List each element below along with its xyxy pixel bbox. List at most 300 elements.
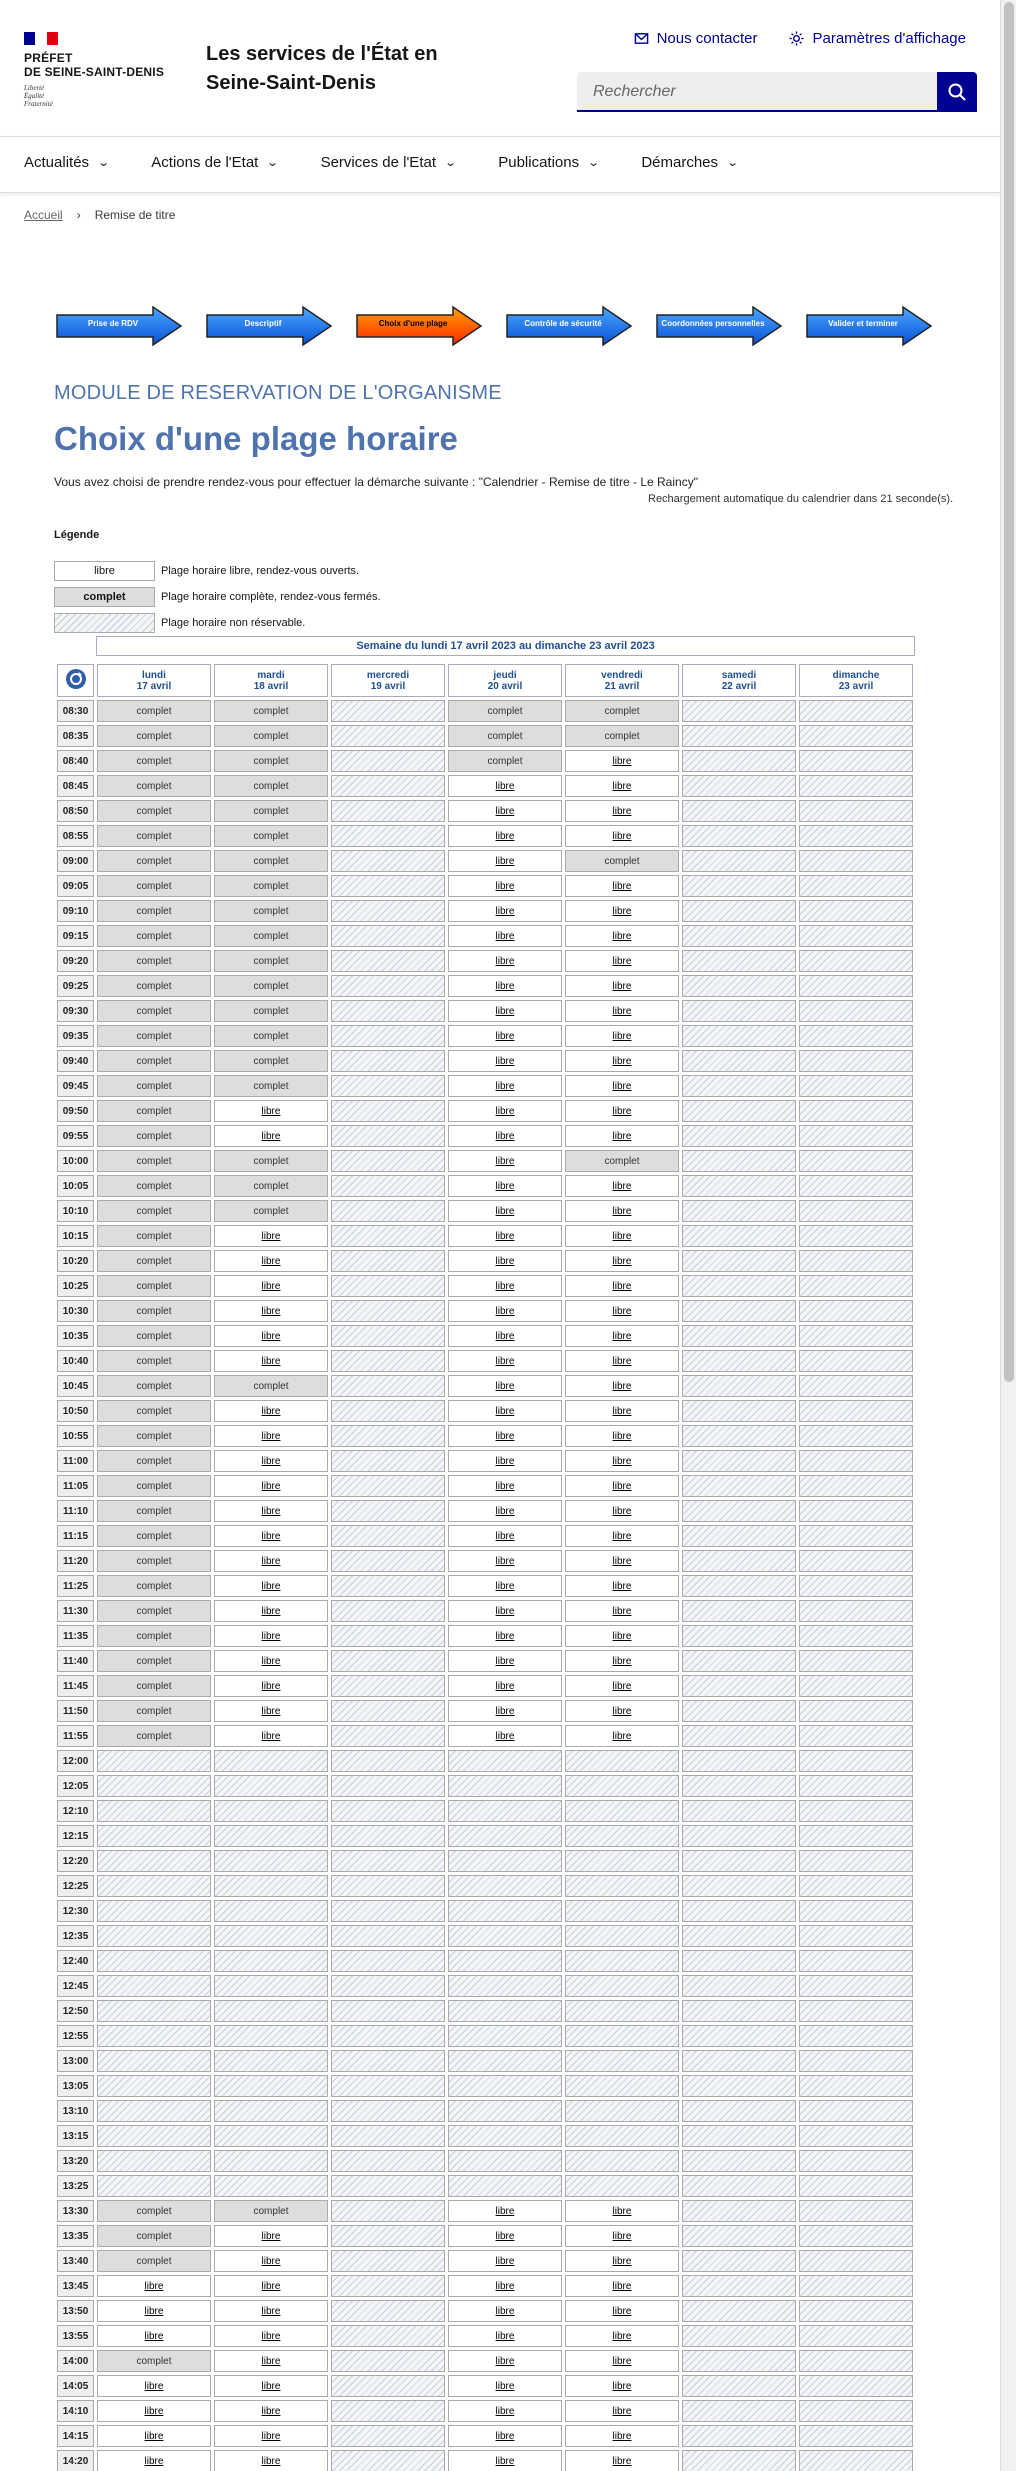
slot-libre-link[interactable]: libre xyxy=(565,1325,679,1347)
legend-swatch xyxy=(54,613,155,633)
slot-non-reservable xyxy=(682,1575,796,1597)
slot-non-reservable xyxy=(331,2425,445,2447)
slot-libre-link[interactable]: libre xyxy=(448,825,562,847)
slot-libre-link[interactable]: libre xyxy=(565,1175,679,1197)
refresh-button[interactable] xyxy=(57,664,94,697)
slot-libre-link[interactable]: libre xyxy=(448,1650,562,1672)
slot-libre-link[interactable]: libre xyxy=(448,1150,562,1172)
slot-libre-link[interactable]: libre xyxy=(448,1725,562,1747)
time-label: 11:10 xyxy=(57,1500,94,1522)
slot-libre-link[interactable]: libre xyxy=(448,1525,562,1547)
slot-non-reservable xyxy=(448,2150,562,2172)
chevron-down-icon: ⌄ xyxy=(97,157,111,169)
slot-libre-link[interactable]: libre xyxy=(448,1550,562,1572)
slot-non-reservable xyxy=(682,825,796,847)
slot-libre-link[interactable]: libre xyxy=(448,925,562,947)
slot-complet: complet xyxy=(97,800,211,822)
slot-libre-link[interactable]: libre xyxy=(97,2425,211,2447)
slot-non-reservable xyxy=(331,725,445,747)
slot-non-reservable xyxy=(682,1650,796,1672)
slot-non-reservable xyxy=(799,1325,913,1347)
slot-libre-link[interactable]: libre xyxy=(565,1700,679,1722)
intro-text: Vous avez choisi de prendre rendez-vous pour effectuer la démarche suivante : "Calendrier - Remise de titre - Le Raincy" xyxy=(54,475,698,489)
time-row xyxy=(57,1500,913,1522)
slot-libre-link[interactable]: libre xyxy=(214,1325,328,1347)
reload-notice: Rechargement automatique du calendrier dans 21 seconde(s). xyxy=(648,493,954,505)
slot-libre-link[interactable]: libre xyxy=(448,2425,562,2447)
slot-non-reservable xyxy=(799,1575,913,1597)
nav-item-demarches[interactable]: Démarches ⌄ xyxy=(641,154,740,171)
slot-libre-link[interactable]: libre xyxy=(565,1075,679,1097)
slot-non-reservable xyxy=(331,1550,445,1572)
slot-libre-link[interactable]: libre xyxy=(214,1550,328,1572)
slot-libre-link[interactable]: libre xyxy=(448,1600,562,1622)
slot-libre-link[interactable]: libre xyxy=(565,750,679,772)
slot-non-reservable xyxy=(97,1850,211,1872)
slot-libre-link[interactable]: libre xyxy=(565,2200,679,2222)
slot-libre-link[interactable]: libre xyxy=(448,2300,562,2322)
slot-libre-link[interactable]: libre xyxy=(448,775,562,797)
slot-non-reservable xyxy=(97,2175,211,2197)
search-button[interactable] xyxy=(937,72,977,112)
slot-non-reservable xyxy=(331,2375,445,2397)
slot-libre-link[interactable]: libre xyxy=(565,1200,679,1222)
slot-complet: complet xyxy=(97,1050,211,1072)
slot-non-reservable xyxy=(682,775,796,797)
slot-libre-link[interactable]: libre xyxy=(565,1400,679,1422)
slot-libre-link[interactable]: libre xyxy=(565,2375,679,2397)
time-row xyxy=(57,900,913,922)
slot-complet: complet xyxy=(97,1350,211,1372)
chevron-right-icon: › xyxy=(76,208,81,222)
slot-libre-link[interactable]: libre xyxy=(214,1225,328,1247)
nav-item-actions[interactable]: Actions de l'Etat ⌄ xyxy=(151,154,280,171)
slot-non-reservable xyxy=(799,775,913,797)
slot-non-reservable xyxy=(682,1750,796,1772)
slot-libre-link[interactable]: libre xyxy=(97,2325,211,2347)
slot-non-reservable xyxy=(331,900,445,922)
slot-non-reservable xyxy=(331,2250,445,2272)
slot-libre-link[interactable]: libre xyxy=(448,1100,562,1122)
slot-libre-link[interactable]: libre xyxy=(565,1125,679,1147)
slot-non-reservable xyxy=(331,2125,445,2147)
slot-libre-link[interactable]: libre xyxy=(565,950,679,972)
slot-libre-link[interactable]: libre xyxy=(565,2300,679,2322)
slot-non-reservable xyxy=(682,2450,796,2471)
time-label: 08:40 xyxy=(57,750,94,772)
slot-libre-link[interactable]: libre xyxy=(565,1050,679,1072)
slot-complet: complet xyxy=(97,975,211,997)
slot-non-reservable xyxy=(799,725,913,747)
slot-libre-link[interactable]: libre xyxy=(448,1450,562,1472)
slot-libre-link[interactable]: libre xyxy=(448,1025,562,1047)
legend-text: Plage horaire libre, rendez-vous ouverts. xyxy=(161,565,360,577)
slot-non-reservable xyxy=(799,1250,913,1272)
slot-libre-link[interactable]: libre xyxy=(565,1600,679,1622)
slot-non-reservable xyxy=(97,1900,211,1922)
slot-non-reservable xyxy=(682,2325,796,2347)
slot-libre-link[interactable]: libre xyxy=(565,1500,679,1522)
slot-non-reservable xyxy=(682,725,796,747)
slot-libre-link[interactable]: libre xyxy=(448,2375,562,2397)
slot-libre-link[interactable]: libre xyxy=(214,2425,328,2447)
slot-non-reservable xyxy=(331,1575,445,1597)
search-input[interactable]: Rechercher xyxy=(577,72,937,112)
legend-item-complet xyxy=(54,587,454,607)
slot-libre-link[interactable]: libre xyxy=(565,2250,679,2272)
scrollbar-thumb[interactable] xyxy=(1004,2,1014,1382)
slot-libre-link[interactable]: libre xyxy=(565,2450,679,2471)
slot-non-reservable xyxy=(331,1175,445,1197)
slot-non-reservable xyxy=(331,950,445,972)
slot-non-reservable xyxy=(565,1750,679,1772)
time-row xyxy=(57,1800,913,1822)
slot-non-reservable xyxy=(331,1750,445,1772)
slot-complet: complet xyxy=(97,725,211,747)
slot-libre-link[interactable]: libre xyxy=(565,900,679,922)
slot-libre-link[interactable]: libre xyxy=(214,2275,328,2297)
slot-non-reservable xyxy=(565,2000,679,2022)
slot-libre-link[interactable]: libre xyxy=(448,1175,562,1197)
slot-non-reservable xyxy=(565,1775,679,1797)
time-label: 10:30 xyxy=(57,1300,94,1322)
time-row xyxy=(57,1375,913,1397)
slot-non-reservable xyxy=(331,1275,445,1297)
slot-non-reservable xyxy=(331,2075,445,2097)
slot-non-reservable xyxy=(682,900,796,922)
slot-libre-link[interactable]: libre xyxy=(97,2375,211,2397)
time-row xyxy=(57,875,913,897)
slot-libre-link[interactable]: libre xyxy=(565,1025,679,1047)
slot-complet: complet xyxy=(97,1500,211,1522)
slot-non-reservable xyxy=(448,2025,562,2047)
slot-non-reservable xyxy=(331,2400,445,2422)
slot-libre-link[interactable]: libre xyxy=(214,1300,328,1322)
time-label: 10:55 xyxy=(57,1425,94,1447)
slot-libre-link[interactable]: libre xyxy=(565,2400,679,2422)
refresh-icon xyxy=(65,668,87,690)
breadcrumb-home[interactable]: Accueil xyxy=(24,208,63,222)
slot-libre-link[interactable]: libre xyxy=(565,1725,679,1747)
slot-non-reservable xyxy=(214,2000,328,2022)
slot-libre-link[interactable]: libre xyxy=(214,1525,328,1547)
slot-non-reservable xyxy=(799,1700,913,1722)
slot-libre-link[interactable]: libre xyxy=(214,1100,328,1122)
slot-libre-link[interactable]: libre xyxy=(97,2400,211,2422)
slot-non-reservable xyxy=(331,1250,445,1272)
slot-non-reservable xyxy=(214,2125,328,2147)
slot-libre-link[interactable]: libre xyxy=(448,800,562,822)
nav-item-publications[interactable]: Publications ⌄ xyxy=(498,154,601,171)
slot-non-reservable xyxy=(682,700,796,722)
slot-libre-link[interactable]: libre xyxy=(448,950,562,972)
search-bar xyxy=(577,72,977,112)
time-row xyxy=(57,2100,913,2122)
time-label: 11:05 xyxy=(57,1475,94,1497)
slot-libre-link[interactable]: libre xyxy=(214,1575,328,1597)
slot-libre-link[interactable]: libre xyxy=(214,2250,328,2272)
slot-non-reservable xyxy=(799,850,913,872)
slot-non-reservable xyxy=(331,1950,445,1972)
slot-libre-link[interactable]: libre xyxy=(448,975,562,997)
slot-libre-link[interactable]: libre xyxy=(214,2375,328,2397)
slot-libre-link[interactable]: libre xyxy=(565,2350,679,2372)
time-row xyxy=(57,775,913,797)
slot-non-reservable xyxy=(97,2100,211,2122)
slot-libre-link[interactable]: libre xyxy=(448,2250,562,2272)
slot-libre-link[interactable]: libre xyxy=(565,1575,679,1597)
time-label: 12:40 xyxy=(57,1950,94,1972)
time-label: 12:55 xyxy=(57,2025,94,2047)
slot-libre-link[interactable]: libre xyxy=(448,2350,562,2372)
slot-non-reservable xyxy=(331,875,445,897)
slot-libre-link[interactable]: libre xyxy=(214,1250,328,1272)
slot-libre-link[interactable]: libre xyxy=(448,1425,562,1447)
slot-libre-link[interactable]: libre xyxy=(214,1400,328,1422)
slot-libre-link[interactable]: libre xyxy=(565,1275,679,1297)
slot-libre-link[interactable]: libre xyxy=(448,875,562,897)
slot-non-reservable xyxy=(682,2075,796,2097)
time-label: 09:45 xyxy=(57,1075,94,1097)
slot-non-reservable xyxy=(214,1950,328,1972)
slot-non-reservable xyxy=(214,1875,328,1897)
slot-libre-link[interactable]: libre xyxy=(97,2275,211,2297)
time-label: 09:50 xyxy=(57,1100,94,1122)
slot-non-reservable xyxy=(97,2150,211,2172)
slot-libre-link[interactable]: libre xyxy=(565,1650,679,1672)
slot-non-reservable xyxy=(448,1875,562,1897)
slot-complet: complet xyxy=(565,700,679,722)
slot-libre-link[interactable]: libre xyxy=(214,2450,328,2471)
time-row xyxy=(57,2425,913,2447)
slot-libre-link[interactable]: libre xyxy=(214,1350,328,1372)
slot-libre-link[interactable]: libre xyxy=(565,1475,679,1497)
contact-link[interactable] xyxy=(634,30,758,47)
slot-libre-link[interactable]: libre xyxy=(214,1600,328,1622)
nav-item-services[interactable]: Services de l'Etat ⌄ xyxy=(320,154,458,171)
slot-non-reservable xyxy=(682,1900,796,1922)
slot-libre-link[interactable]: libre xyxy=(214,1675,328,1697)
slot-non-reservable xyxy=(682,1800,796,1822)
slot-non-reservable xyxy=(682,1975,796,1997)
prefecture-logo[interactable] xyxy=(24,32,174,108)
slot-libre-link[interactable]: libre xyxy=(448,1200,562,1222)
slot-libre-link[interactable]: libre xyxy=(448,1000,562,1022)
slot-libre-link[interactable]: libre xyxy=(565,2325,679,2347)
slot-libre-link[interactable]: libre xyxy=(448,2325,562,2347)
slot-non-reservable xyxy=(97,2025,211,2047)
slot-non-reservable xyxy=(799,2100,913,2122)
slot-libre-link[interactable]: libre xyxy=(448,850,562,872)
day-header-lundi: lundi 17 avril xyxy=(97,664,211,697)
time-label: 13:40 xyxy=(57,2250,94,2272)
time-label: 13:55 xyxy=(57,2325,94,2347)
time-label: 11:00 xyxy=(57,1450,94,1472)
slot-libre-link[interactable]: libre xyxy=(565,975,679,997)
slot-libre-link[interactable]: libre xyxy=(565,1625,679,1647)
slot-libre-link[interactable]: libre xyxy=(214,2325,328,2347)
slot-libre-link[interactable]: libre xyxy=(565,2275,679,2297)
slot-libre-link[interactable]: libre xyxy=(565,775,679,797)
time-row xyxy=(57,1025,913,1047)
slot-complet: complet xyxy=(97,1550,211,1572)
step-label: Choix d'une plage xyxy=(378,319,448,328)
slot-libre-link[interactable]: libre xyxy=(565,1350,679,1372)
slot-libre-link[interactable]: libre xyxy=(448,2200,562,2222)
time-row xyxy=(57,2375,913,2397)
slot-libre-link[interactable]: libre xyxy=(448,1250,562,1272)
site-header xyxy=(0,0,1000,137)
slot-complet: complet xyxy=(97,2250,211,2272)
slot-libre-link[interactable]: libre xyxy=(565,1450,679,1472)
slot-non-reservable xyxy=(799,1725,913,1747)
slot-non-reservable xyxy=(565,2125,679,2147)
slot-libre-link[interactable]: libre xyxy=(565,1225,679,1247)
slot-libre-link[interactable]: libre xyxy=(565,1000,679,1022)
slot-complet: complet xyxy=(97,1600,211,1622)
slot-libre-link[interactable]: libre xyxy=(565,1375,679,1397)
page-scrollbar[interactable] xyxy=(1000,0,1016,2471)
slot-libre-link[interactable]: libre xyxy=(214,2300,328,2322)
slot-non-reservable xyxy=(799,1750,913,1772)
slot-non-reservable xyxy=(331,1075,445,1097)
slot-complet: complet xyxy=(448,725,562,747)
slot-non-reservable xyxy=(799,1775,913,1797)
slot-libre-link[interactable]: libre xyxy=(565,1525,679,1547)
slot-libre-link[interactable]: libre xyxy=(565,1425,679,1447)
slot-non-reservable xyxy=(214,2050,328,2072)
slot-libre-link[interactable]: libre xyxy=(214,1425,328,1447)
slot-non-reservable xyxy=(682,875,796,897)
slot-libre-link[interactable]: libre xyxy=(448,1125,562,1147)
slot-complet: complet xyxy=(97,1100,211,1122)
slot-non-reservable xyxy=(331,825,445,847)
slot-libre-link[interactable]: libre xyxy=(448,1700,562,1722)
slot-libre-link[interactable]: libre xyxy=(214,1650,328,1672)
slot-libre-link[interactable]: libre xyxy=(565,825,679,847)
slot-libre-link[interactable]: libre xyxy=(214,2350,328,2372)
slot-non-reservable xyxy=(331,1150,445,1172)
step-label: Valider et terminer xyxy=(828,319,898,328)
slot-libre-link[interactable]: libre xyxy=(448,1575,562,1597)
slot-non-reservable xyxy=(214,1750,328,1772)
slot-libre-link[interactable]: libre xyxy=(448,2450,562,2471)
display-settings-button[interactable] xyxy=(789,30,966,47)
slot-libre-link[interactable]: libre xyxy=(214,1700,328,1722)
slot-non-reservable xyxy=(799,1425,913,1447)
slot-non-reservable xyxy=(214,2025,328,2047)
slot-non-reservable xyxy=(331,1525,445,1547)
slot-libre-link[interactable]: libre xyxy=(448,1400,562,1422)
slot-non-reservable xyxy=(448,2100,562,2122)
slot-complet: complet xyxy=(97,1225,211,1247)
slot-non-reservable xyxy=(682,1050,796,1072)
slot-libre-link[interactable]: libre xyxy=(97,2450,211,2471)
slot-libre-link[interactable]: libre xyxy=(214,1125,328,1147)
slot-libre-link[interactable]: libre xyxy=(214,2225,328,2247)
slot-libre-link[interactable]: libre xyxy=(448,1225,562,1247)
slot-non-reservable xyxy=(799,825,913,847)
slot-libre-link[interactable]: libre xyxy=(97,2300,211,2322)
slot-non-reservable xyxy=(799,1075,913,1097)
slot-non-reservable xyxy=(682,2100,796,2122)
nav-item-actualites[interactable]: Actualités ⌄ xyxy=(24,154,111,171)
slot-libre-link[interactable]: libre xyxy=(448,1300,562,1322)
slot-libre-link[interactable]: libre xyxy=(565,1100,679,1122)
slot-libre-link[interactable]: libre xyxy=(448,1050,562,1072)
slot-libre-link[interactable]: libre xyxy=(214,1625,328,1647)
slot-libre-link[interactable]: libre xyxy=(214,1450,328,1472)
slot-complet: complet xyxy=(214,1200,328,1222)
slot-non-reservable xyxy=(565,1975,679,1997)
slot-libre-link[interactable]: libre xyxy=(214,1275,328,1297)
slot-non-reservable xyxy=(97,1925,211,1947)
slot-libre-link[interactable]: libre xyxy=(448,2400,562,2422)
slot-libre-link[interactable]: libre xyxy=(565,1250,679,1272)
slot-non-reservable xyxy=(682,2225,796,2247)
time-row xyxy=(57,1200,913,1222)
slot-non-reservable xyxy=(682,1100,796,1122)
time-row xyxy=(57,725,913,747)
slot-libre-link[interactable]: libre xyxy=(448,1350,562,1372)
slot-libre-link[interactable]: libre xyxy=(448,2225,562,2247)
slot-libre-link[interactable]: libre xyxy=(214,1500,328,1522)
time-row xyxy=(57,1350,913,1372)
slot-complet: complet xyxy=(565,725,679,747)
slot-libre-link[interactable]: libre xyxy=(448,1375,562,1397)
slot-libre-link[interactable]: libre xyxy=(565,875,679,897)
slot-libre-link[interactable]: libre xyxy=(448,1075,562,1097)
time-row xyxy=(57,1100,913,1122)
site-title[interactable]: Les services de l'État en Seine-Saint-Denis xyxy=(206,43,438,94)
slot-libre-link[interactable]: libre xyxy=(214,1475,328,1497)
slot-libre-link[interactable]: libre xyxy=(214,2400,328,2422)
slot-non-reservable xyxy=(799,1900,913,1922)
slot-libre-link[interactable]: libre xyxy=(565,1550,679,1572)
slot-complet: complet xyxy=(97,1375,211,1397)
slot-complet: complet xyxy=(97,750,211,772)
slot-non-reservable xyxy=(97,2125,211,2147)
slot-non-reservable xyxy=(448,2000,562,2022)
slot-libre-link[interactable]: libre xyxy=(448,1500,562,1522)
slot-libre-link[interactable]: libre xyxy=(448,1675,562,1697)
slot-libre-link[interactable]: libre xyxy=(448,1275,562,1297)
slot-non-reservable xyxy=(682,2250,796,2272)
time-label: 13:35 xyxy=(57,2225,94,2247)
time-label: 08:55 xyxy=(57,825,94,847)
slot-libre-link[interactable]: libre xyxy=(565,800,679,822)
slot-libre-link[interactable]: libre xyxy=(448,900,562,922)
slot-non-reservable xyxy=(682,1225,796,1247)
slot-non-reservable xyxy=(565,1925,679,1947)
time-row xyxy=(57,825,913,847)
slot-libre-link[interactable]: libre xyxy=(448,1475,562,1497)
slot-libre-link[interactable]: libre xyxy=(565,925,679,947)
slot-non-reservable xyxy=(331,2275,445,2297)
slot-libre-link[interactable]: libre xyxy=(448,1625,562,1647)
slot-libre-link[interactable]: libre xyxy=(448,1325,562,1347)
slot-libre-link[interactable]: libre xyxy=(565,2225,679,2247)
slot-non-reservable xyxy=(682,1400,796,1422)
slot-libre-link[interactable]: libre xyxy=(448,2275,562,2297)
slot-libre-link[interactable]: libre xyxy=(565,2425,679,2447)
slot-non-reservable xyxy=(799,1275,913,1297)
slot-non-reservable xyxy=(331,850,445,872)
slot-libre-link[interactable]: libre xyxy=(214,1725,328,1747)
slot-libre-link[interactable]: libre xyxy=(565,1675,679,1697)
slot-libre-link[interactable]: libre xyxy=(565,1300,679,1322)
french-flag-icon xyxy=(24,32,58,45)
